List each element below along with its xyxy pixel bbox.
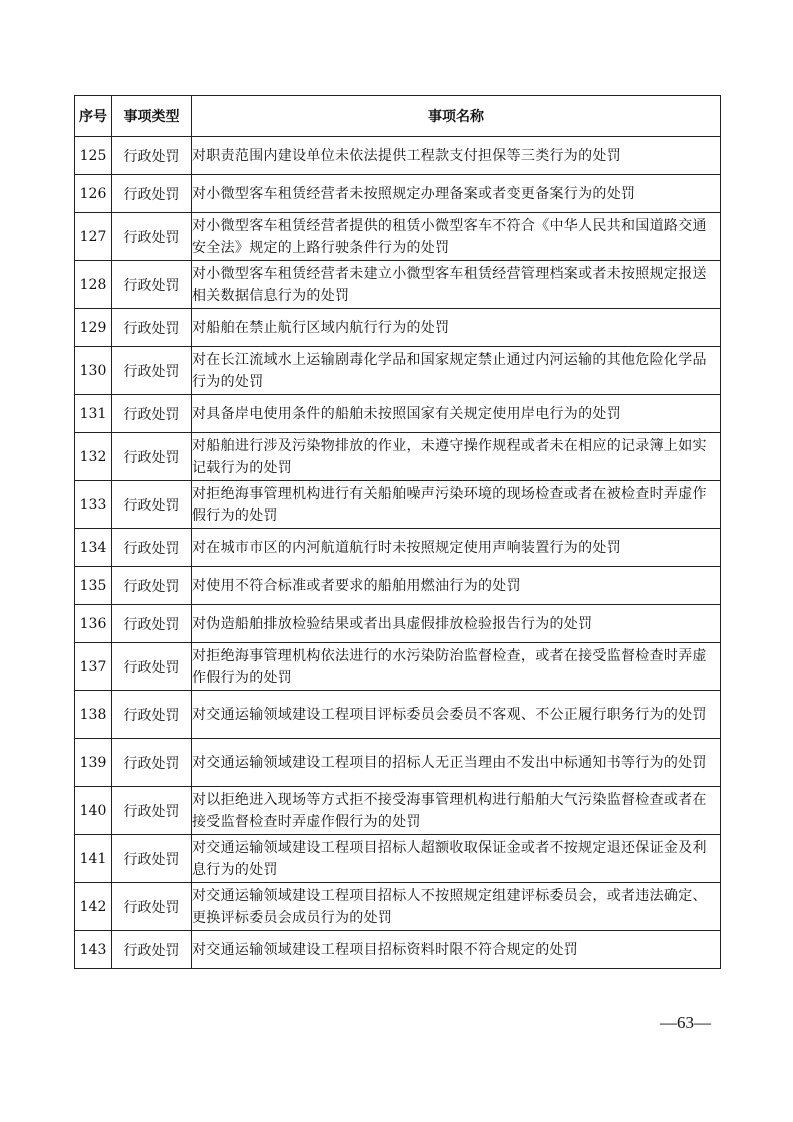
table-row [75,739,721,787]
table-row [75,605,721,643]
table-row [75,213,721,261]
table-row [75,931,721,969]
row-item-name: 对拒绝海事管理机构依法进行的水污染防治监督检查，或者在接受监督检查时弄虚作假行为的处罚 [192,643,721,691]
page-number: —63— [660,1013,711,1032]
row-item-type: 行政处罚 [112,433,192,481]
row-item-name: 对职责范围内建设单位未依法提供工程款支付担保等三类行为的处罚 [192,137,721,175]
row-item-name: 对拒绝海事管理机构进行有关船舶噪声污染环境的现场检查或者在被检查时弄虚作假行为的处罚 [192,481,721,529]
row-item-type: 行政处罚 [112,931,192,969]
row-item-type: 行政处罚 [112,567,192,605]
table-row [75,261,721,309]
table-row [75,643,721,691]
row-item-name: 对交通运输领域建设工程项目招标资料时限不符合规定的处罚 [192,931,721,969]
row-serial-number: 137 [75,643,112,691]
row-item-type: 行政处罚 [112,883,192,931]
row-serial-number: 136 [75,605,112,643]
row-item-type: 行政处罚 [112,309,192,347]
row-item-name: 对具备岸电使用条件的船舶未按照国家有关规定使用岸电行为的处罚 [192,395,721,433]
row-serial-number: 130 [75,347,112,395]
row-item-type: 行政处罚 [112,395,192,433]
table-row [75,433,721,481]
row-item-name: 对船舶进行涉及污染物排放的作业，未遵守操作规程或者未在相应的记录簿上如实记载行为的处罚 [192,433,721,481]
row-item-name: 对以拒绝进入现场等方式拒不接受海事管理机构进行船舶大气污染监督检查或者在接受监督检查时弄虚作假行为的处罚 [192,787,721,835]
row-serial-number: 134 [75,529,112,567]
row-item-type: 行政处罚 [112,137,192,175]
row-item-name: 对使用不符合标准或者要求的船舶用燃油行为的处罚 [192,567,721,605]
row-item-type: 行政处罚 [112,691,192,739]
row-serial-number: 127 [75,213,112,261]
row-item-name: 对交通运输领域建设工程项目评标委员会委员不客观、不公正履行职务行为的处罚 [192,691,721,739]
row-serial-number: 139 [75,739,112,787]
table-row [75,309,721,347]
table-row [75,567,721,605]
row-item-name: 对小微型客车租赁经营者未按照规定办理备案或者变更备案行为的处罚 [192,175,721,213]
row-serial-number: 128 [75,261,112,309]
row-serial-number: 133 [75,481,112,529]
row-item-name: 对在城市市区的内河航道航行时未按照规定使用声响装置行为的处罚 [192,529,721,567]
row-item-type: 行政处罚 [112,739,192,787]
row-serial-number: 132 [75,433,112,481]
header-serial-number: 序号 [75,96,112,137]
row-item-name: 对船舶在禁止航行区域内航行行为的处罚 [192,309,721,347]
table-row [75,835,721,883]
row-serial-number: 135 [75,567,112,605]
table-header-row [75,96,721,137]
row-item-type: 行政处罚 [112,787,192,835]
table-row [75,137,721,175]
row-serial-number: 126 [75,175,112,213]
row-serial-number: 143 [75,931,112,969]
table-row [75,787,721,835]
row-item-type: 行政处罚 [112,481,192,529]
row-item-name: 对在长江流域水上运输剧毒化学品和国家规定禁止通过内河运输的其他危险化学品行为的处罚 [192,347,721,395]
items-table [74,95,721,969]
table-row [75,347,721,395]
table-row [75,395,721,433]
row-serial-number: 142 [75,883,112,931]
header-item-type: 事项类型 [112,96,192,137]
table-row [75,883,721,931]
header-item-name: 事项名称 [192,96,721,137]
row-item-type: 行政处罚 [112,347,192,395]
row-item-type: 行政处罚 [112,605,192,643]
row-item-type: 行政处罚 [112,175,192,213]
table-row [75,481,721,529]
row-item-name: 对交通运输领域建设工程项目招标人超额收取保证金或者不按规定退还保证金及利息行为的处罚 [192,835,721,883]
row-serial-number: 141 [75,835,112,883]
table-row [75,175,721,213]
row-item-type: 行政处罚 [112,213,192,261]
row-serial-number: 138 [75,691,112,739]
row-serial-number: 125 [75,137,112,175]
row-item-type: 行政处罚 [112,643,192,691]
row-serial-number: 131 [75,395,112,433]
row-item-type: 行政处罚 [112,835,192,883]
row-item-name: 对交通运输领域建设工程项目招标人不按照规定组建评标委员会，或者违法确定、更换评标委员会成员行为的处罚 [192,883,721,931]
row-item-name: 对小微型客车租赁经营者未建立小微型客车租赁经营管理档案或者未按照规定报送相关数据信息行为的处罚 [192,261,721,309]
row-serial-number: 140 [75,787,112,835]
row-item-name: 对交通运输领域建设工程项目的招标人无正当理由不发出中标通知书等行为的处罚 [192,739,721,787]
row-item-name: 对小微型客车租赁经营者提供的租赁小微型客车不符合《中华人民共和国道路交通安全法》规定的上路行驶条件行为的处罚 [192,213,721,261]
row-item-type: 行政处罚 [112,529,192,567]
row-serial-number: 129 [75,309,112,347]
row-item-name: 对伪造船舶排放检验结果或者出具虚假排放检验报告行为的处罚 [192,605,721,643]
table-row [75,529,721,567]
row-item-type: 行政处罚 [112,261,192,309]
table-row [75,691,721,739]
